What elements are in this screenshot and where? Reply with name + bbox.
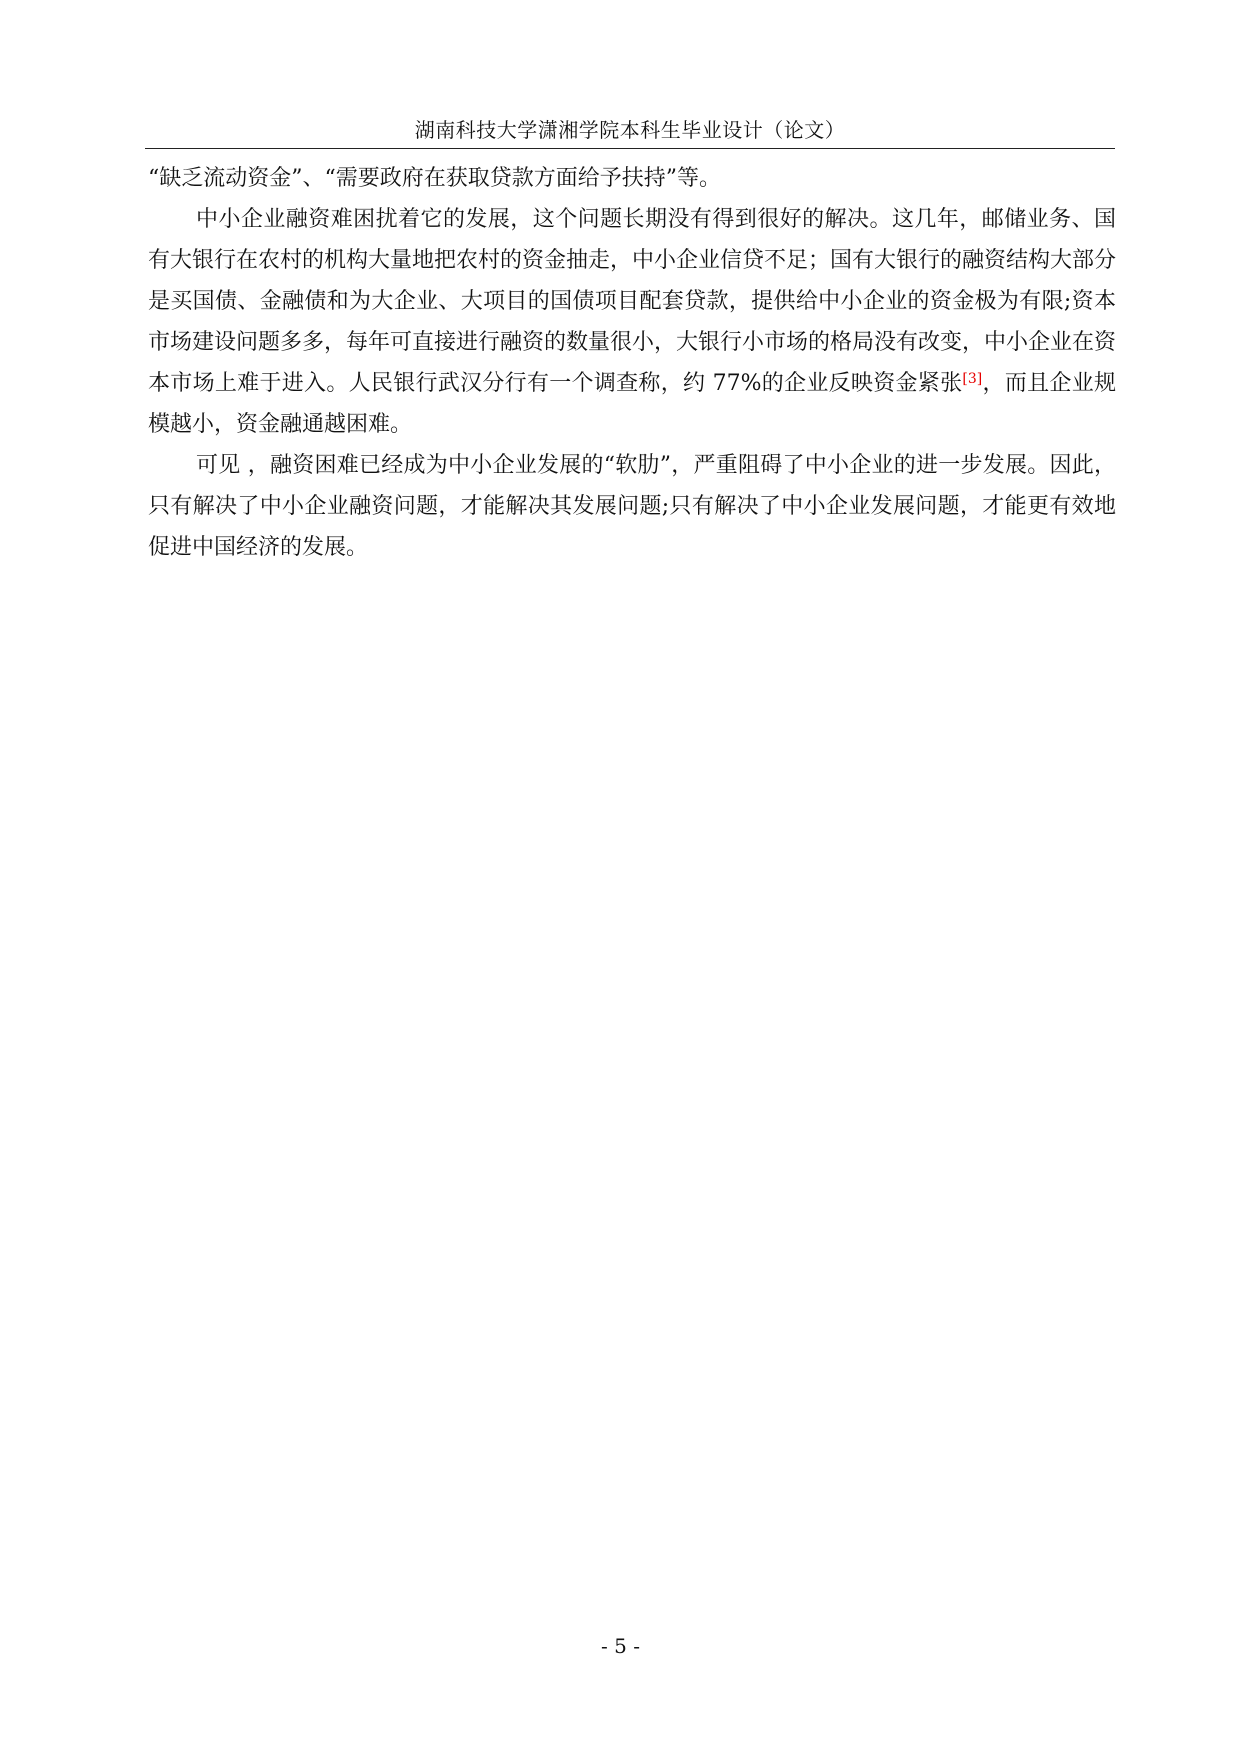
header-rule [145, 148, 1115, 149]
citation-reference[interactable]: [3] [962, 371, 983, 387]
page-header: 湖南科技大学潇湘学院本科生毕业设计（论文） [414, 118, 846, 142]
page-number: - 5 - [601, 1634, 640, 1658]
paragraph-financing-difficulty [148, 199, 1116, 445]
paragraph-text-after: ，而且企业规模越小，资金融通越困难。 [148, 371, 1116, 437]
paragraph-conclusion: 可见 ，融资困难已经成为中小企业发展的“软肋”，严重阻碍了中小企业的进一步发展。因此，只有解决了中小企业融资问题，才能解决其发展问题;只有解决了中小企业发展问题，才能更有效地促进中国经济的发展。 [148, 453, 1116, 560]
paragraph-continuation: “缺乏流动资金”、“需要政府在获取贷款方面给予扶持”等。 [148, 166, 721, 191]
paragraph-text: 中小企业融资难困扰着它的发展，这个问题长期没有得到很好的解决。这几年，邮储业务、国有大银行在农村的机构大量地把农村的资金抽走，中小企业信贷不足；国有大银行的融资结构大部分是买国债、金融债和为大企业、大项目的国债项目配套贷款，提供给中小企业的资金极为有限;资本市场建设问题多多，每年可直接进行融资的数量很小，大银行小市场的格局没有改变，中小企业在资本市场上难于进入。人民银行武汉分行有一个调查称，约 77%的企业反映资金紧张 [148, 207, 1117, 396]
body-text [148, 158, 1116, 568]
